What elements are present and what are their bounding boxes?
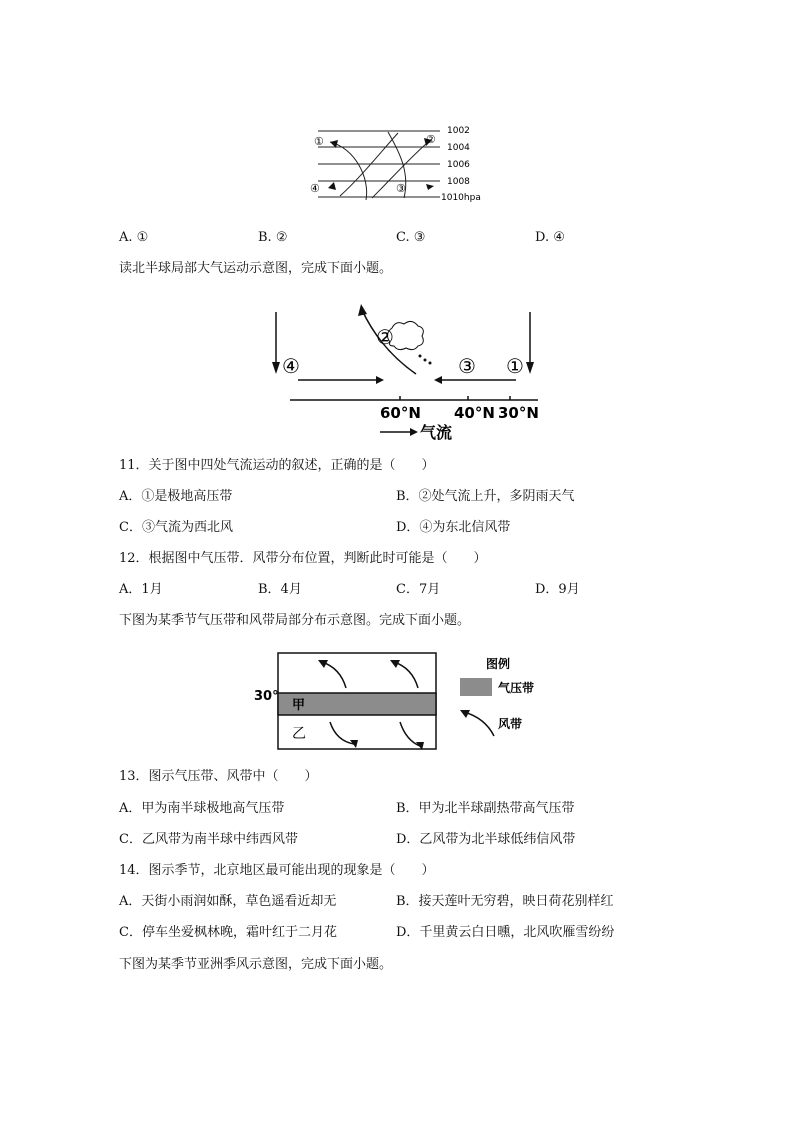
q10-option-d: D. ④ [535, 230, 565, 245]
rain-dot [424, 359, 427, 362]
marker-4: ④ [310, 182, 320, 195]
isobar-label: 1006 [447, 160, 470, 170]
marker-2: ② [426, 133, 436, 146]
marker-3: ③ [458, 354, 476, 378]
rain-dot [429, 362, 432, 365]
latitude-label-40: 40°N [454, 404, 495, 422]
band-label-yi: 乙 [292, 726, 306, 742]
q11-option-d: D．④为东北信风带 [396, 520, 511, 535]
q14-stem: 14．图示季节，北京地区最可能出现的现象是（ ） [119, 863, 435, 878]
intro-text-2: 下图为某季节气压带和风带局部分布示意图。完成下面小题。 [119, 613, 471, 628]
q12-stem: 12．根据图中气压带．风带分布位置，判断此时可能是（ ） [119, 551, 487, 566]
isobar-diagram-svg [300, 118, 500, 208]
marker-1: ① [314, 135, 324, 148]
arrow-head [376, 376, 384, 384]
legend-wind-label: 风带 [498, 717, 523, 731]
marker-3: ③ [396, 182, 406, 195]
q12-option-b: B．4月 [258, 582, 302, 597]
isobar-label: 1010hpa [441, 193, 481, 203]
marker-4: ④ [282, 354, 300, 378]
q14-option-d: D．千里黄云白日曛，北风吹雁雪纷纷 [396, 925, 615, 940]
arrow-head [358, 304, 367, 316]
q10-option-c: C. ③ [396, 230, 426, 245]
q12-option-c: C．7月 [396, 582, 441, 597]
arrow-head [328, 182, 336, 190]
q14-option-b: B．接天莲叶无穷碧，映日荷花别样红 [396, 894, 614, 909]
isobar-label: 1002 [447, 126, 470, 136]
q13-option-d: D．乙风带为北半球低纬信风带 [396, 832, 576, 847]
airflow-curve [330, 142, 367, 200]
intro-text-3: 下图为某季节亚洲季风示意图，完成下面小题。 [119, 957, 393, 972]
latitude-label-60: 60°N [380, 404, 421, 422]
q13-stem: 13．图示气压带、风带中（ ） [119, 769, 318, 784]
marker-1: ① [506, 354, 524, 378]
airflow-diagram-svg [268, 300, 558, 445]
q13-option-b: B．甲为北半球副热带高气压带 [396, 801, 575, 816]
q12-option-d: D．9月 [535, 582, 580, 597]
q14-option-a: A．天街小雨润如酥，草色遥看近却无 [119, 894, 337, 909]
intro-text-1: 读北半球局部大气运动示意图，完成下面小题。 [119, 261, 393, 276]
q10-option-a: A. ① [119, 230, 149, 245]
arrow-head [526, 362, 534, 374]
isobar-label: 1004 [447, 143, 470, 153]
legend-label-airflow: 气流 [420, 423, 453, 442]
isobar-label: 1008 [447, 177, 470, 187]
arrow-head [410, 428, 418, 436]
legend-title: 图例 [486, 657, 511, 671]
q11-option-b: B．②处气流上升，多阴雨天气 [396, 489, 575, 504]
legend-wind-arrow [464, 712, 494, 736]
arrow-head [272, 362, 280, 374]
airflow-diagram [268, 300, 558, 445]
pressure-wind-diagram-svg [250, 650, 550, 756]
q13-option-c: C．乙风带为南半球中纬西风带 [119, 832, 298, 847]
arrow-head [434, 376, 442, 384]
q11-stem: 11．关于图中四处气流运动的叙述，正确的是（ ） [119, 458, 435, 473]
legend-pressure-swatch [460, 678, 492, 696]
latitude-label-30: 30°N [498, 404, 539, 422]
q12-option-a: A．1月 [119, 582, 163, 597]
q13-option-a: A．甲为南半球极地高气压带 [119, 801, 285, 816]
isobar-diagram [300, 118, 500, 208]
legend-pressure-label: 气压带 [498, 681, 535, 695]
band-label-jia: 甲 [292, 698, 306, 713]
q10-option-b: B. ② [258, 230, 288, 245]
q11-option-a: A．①是极地高压带 [119, 489, 233, 504]
pressure-wind-diagram [250, 650, 550, 756]
arrow-head [426, 184, 434, 190]
marker-2: ② [376, 325, 394, 349]
q11-option-c: C．③气流为西北风 [119, 520, 233, 535]
rain-dot [419, 355, 422, 358]
q14-option-c: C．停车坐爱枫林晚，霜叶红于二月花 [119, 925, 337, 940]
latitude-30-label: 30° [254, 689, 279, 704]
